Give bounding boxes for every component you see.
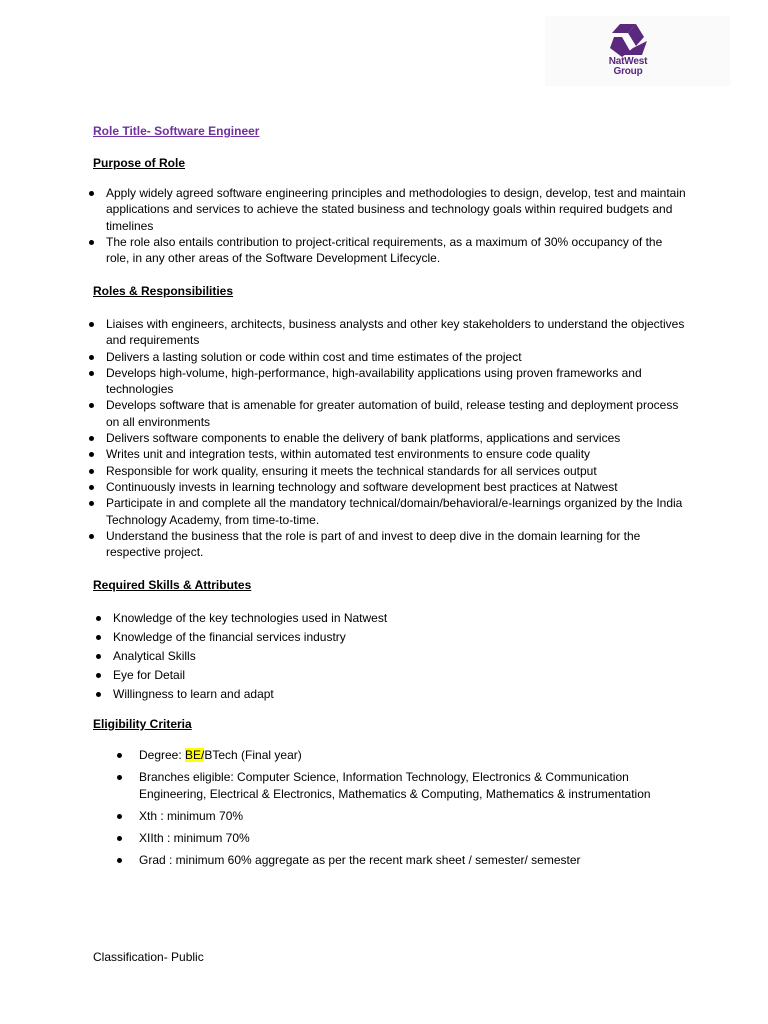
list-item: Develops software that is amenable for greater automation of build, release testing and deployment process on all environments <box>106 397 686 430</box>
list-item: XIIth : minimum 70% <box>139 830 699 846</box>
list-item: Delivers a lasting solution or code within cost and time estimates of the project <box>106 349 686 365</box>
list-item: Knowledge of the financial services industry <box>113 629 673 645</box>
degree-highlight: BE/ <box>185 748 205 762</box>
list-item: Develops high-volume, high-performance, high-availability applications using proven frameworks and technologies <box>106 365 686 398</box>
classification-footer: Classification- Public <box>93 950 204 964</box>
list-item: Knowledge of the key technologies used in Natwest <box>113 610 673 626</box>
degree-suffix: BTech (Final year) <box>204 748 302 762</box>
skills-list <box>113 610 673 704</box>
list-item: Participate in and complete all the mandatory technical/domain/behavioral/e-learnings organized by the India Technology Academy, from time-to-time. <box>106 495 686 528</box>
natwest-logo-icon <box>606 24 650 57</box>
list-item: Apply widely agreed software engineering principles and methodologies to design, develop, test and maintain applications and services to achieve the stated business and technology goals within required budgets and timelines <box>106 186 686 233</box>
list-item: Eye for Detail <box>113 667 673 683</box>
eligibility-list <box>139 747 699 875</box>
logo-text-line2: Group <box>613 66 643 77</box>
logo-wordmark <box>590 57 666 77</box>
list-item: The role also entails contribution to project-critical requirements, as a maximum of 30% occupancy of the role, in any other areas of the Software Development Lifecycle. <box>106 234 686 267</box>
role-title: Role Title- Software Engineer <box>93 124 260 138</box>
list-item: Xth : minimum 70% <box>139 808 699 824</box>
list-item: Delivers software components to enable the delivery of bank platforms, applications and services <box>106 430 686 446</box>
purpose-list <box>106 185 686 266</box>
roles-list <box>106 316 686 560</box>
degree-prefix: Degree: <box>139 748 186 762</box>
list-item: Willingness to learn and adapt <box>113 686 673 702</box>
list-item: Liaises with engineers, architects, business analysts and other key stakeholders to understand the objectives and requirements <box>106 317 685 348</box>
logo-text-line1: NatWest <box>608 56 648 67</box>
list-item: Analytical Skills <box>113 648 673 664</box>
list-item: Responsible for work quality, ensuring it meets the technical standards for all services output <box>106 463 686 479</box>
list-item: Understand the business that the role is part of and invest to deep dive in the domain learning for the respective project. <box>106 528 686 561</box>
list-item: Branches eligible: Computer Science, Information Technology, Electronics & Communication Engineering, Electrical & Electronics, Mathematics & Computing, Mathematics & instrumentation <box>139 769 699 802</box>
list-item-degree <box>139 747 699 763</box>
eligibility-heading: Eligibility Criteria <box>93 717 192 731</box>
list-item: Continuously invests in learning technology and software development best practices at Natwest <box>106 479 686 495</box>
roles-heading: Roles & Responsibilities <box>93 284 234 298</box>
skills-heading: Required Skills & Attributes <box>93 578 252 592</box>
list-item: Writes unit and integration tests, within automated test environments to ensure code quality <box>106 446 686 462</box>
list-item: Grad : minimum 60% aggregate as per the recent mark sheet / semester/ semester <box>139 852 699 868</box>
purpose-heading: Purpose of Role <box>93 156 186 170</box>
